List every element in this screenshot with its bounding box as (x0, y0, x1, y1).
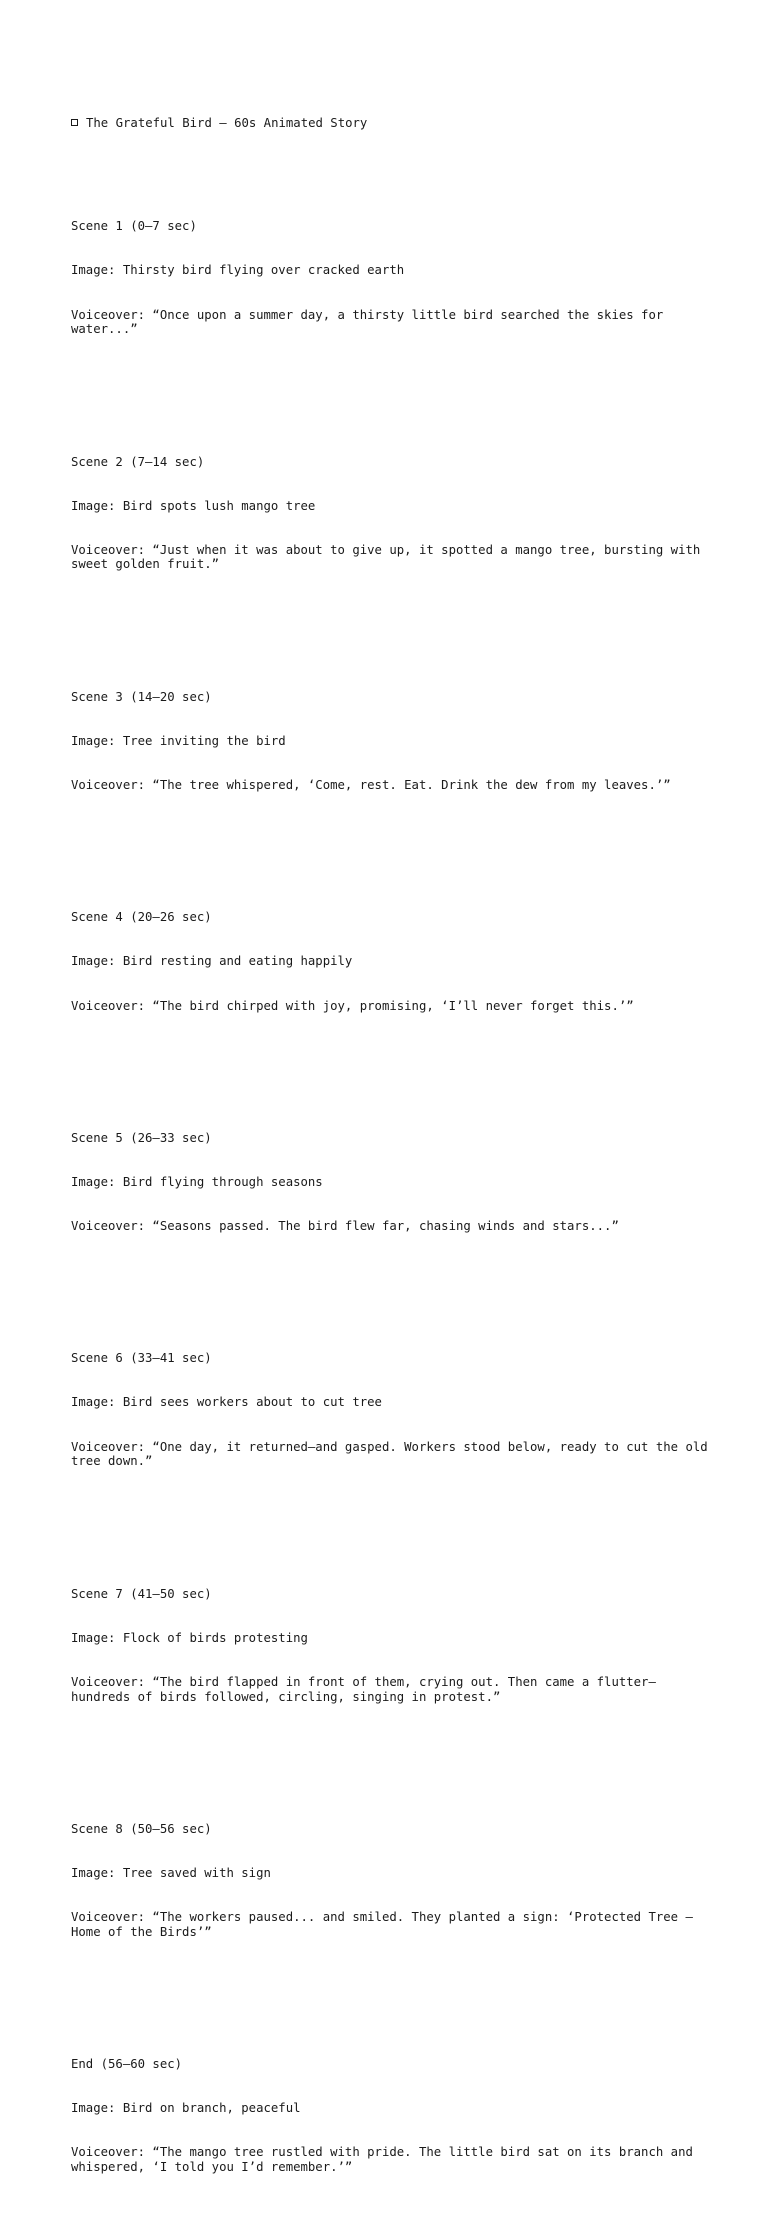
document-title-line (71, 116, 711, 131)
document-title: The Grateful Bird – 60s Animated Story (86, 116, 368, 131)
scene-voiceover: Voiceover: “The mango tree rustled with pride. The little bird sat on its branch and whispered, ‘I told you I’d remember.’” (71, 2145, 701, 2174)
scene-3 (71, 660, 711, 822)
scene-5 (71, 1101, 711, 1263)
scene-heading: End (56–60 sec) (71, 2057, 183, 2072)
scene-voiceover: Voiceover: “One day, it returned—and gasped. Workers stood below, ready to cut the old tree down.” (71, 1439, 716, 1469)
scene-voiceover: Voiceover: “Once upon a summer day, a thirsty little bird searched the skies for water...” (71, 307, 671, 337)
scene-heading: Scene 1 (0–7 sec) (71, 219, 197, 234)
scene-4 (71, 881, 711, 1043)
scene-voiceover: Voiceover: “Just when it was about to give up, it spotted a mango tree, bursting with sweet golden fruit.” (71, 542, 708, 572)
scene-image: Image: Tree saved with sign (71, 1865, 271, 1880)
scene-image: Image: Bird spots lush mango tree (71, 498, 316, 513)
scene-1 (71, 190, 711, 366)
scene-2 (71, 425, 711, 601)
scene-voiceover: Voiceover: “The bird chirped with joy, promising, ‘I’ll never forget this.’” (71, 998, 634, 1013)
scene-voiceover: Voiceover: “The tree whispered, ‘Come, rest. Eat. Drink the dew from my leaves.’” (71, 778, 671, 792)
scene-heading: Scene 4 (20–26 sec) (71, 910, 212, 925)
scene-6 (71, 1322, 716, 1498)
scene-image: Image: Bird resting and eating happily (71, 954, 353, 969)
scene-voiceover: Voiceover: “Seasons passed. The bird flew far, chasing winds and stars...” (71, 1219, 619, 1234)
document-body (71, 87, 716, 2234)
scene-end (71, 2028, 711, 2204)
scene-image: Image: Bird sees workers about to cut tree (71, 1395, 382, 1410)
scene-heading: Scene 5 (26–33 sec) (71, 1130, 212, 1145)
scene-image: Image: Thirsty bird flying over cracked earth (71, 263, 405, 278)
scene-image: Image: Flock of birds protesting (71, 1630, 308, 1645)
scene-8 (71, 1792, 711, 1968)
scene-image: Image: Bird flying through seasons (71, 1174, 323, 1189)
scene-heading: Scene 7 (41–50 sec) (71, 1586, 212, 1601)
scene-voiceover: Voiceover: “The bird flapped in front of them, crying out. Then came a flutter—hundreds of birds followed, circling, singing in protest.” (71, 1674, 656, 1704)
scene-image: Image: Tree inviting the bird (71, 733, 286, 748)
scene-voiceover: Voiceover: “The workers paused... and smiled. They planted a sign: ‘Protected Tree – Home of the Birds’” (71, 1910, 701, 1939)
scene-image: Image: Bird on branch, peaceful (71, 2101, 301, 2116)
scene-heading: Scene 6 (33–41 sec) (71, 1351, 212, 1366)
scene-heading: Scene 2 (7–14 sec) (71, 454, 205, 469)
scene-7 (71, 1557, 711, 1733)
square-bullet-icon (71, 119, 78, 126)
scene-heading: Scene 8 (50–56 sec) (71, 1821, 212, 1836)
scene-heading: Scene 3 (14–20 sec) (71, 689, 212, 704)
